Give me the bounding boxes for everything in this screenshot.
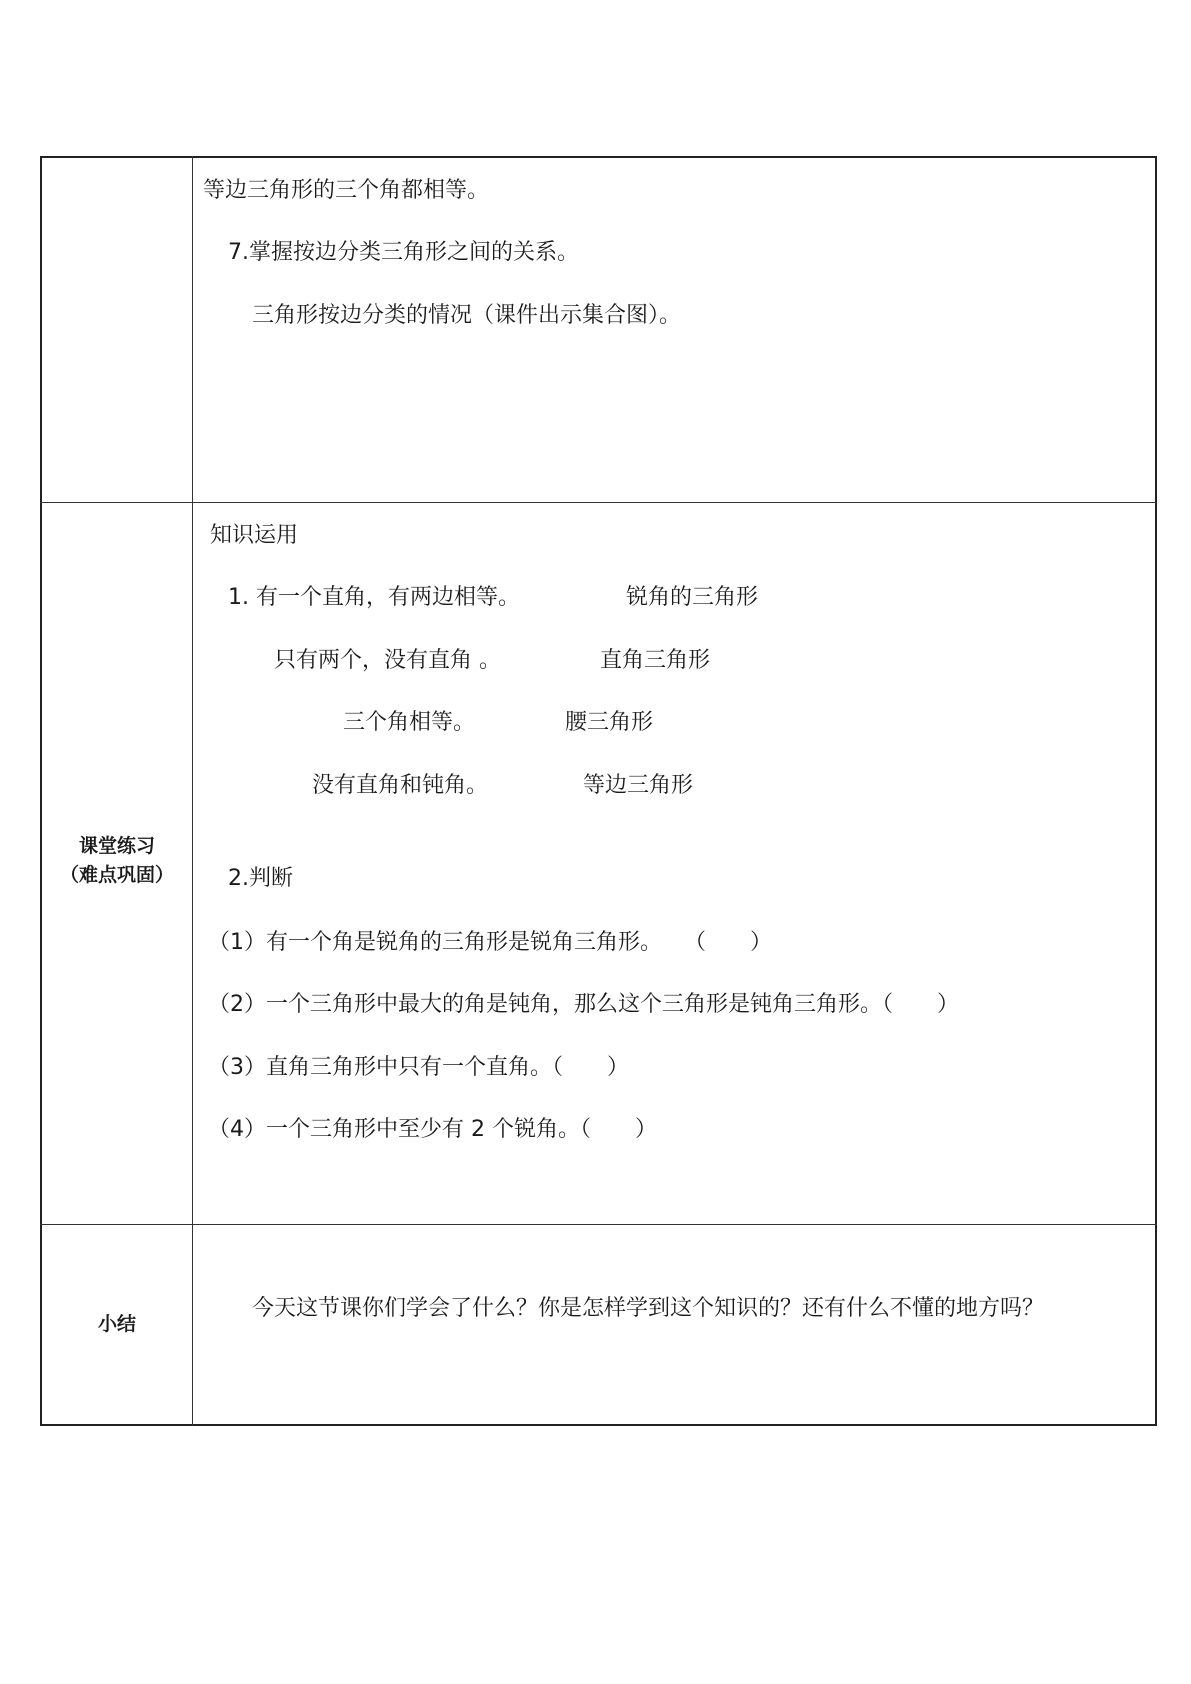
judge-item-3: （3）直角三角形中只有一个直角。（ ） — [208, 1055, 629, 1080]
row1-line-3: 三角形按边分类的情况（课件出示集合图）。 — [252, 303, 682, 328]
column-divider — [192, 156, 193, 1426]
row-divider-2 — [40, 1224, 1157, 1225]
row-divider-1 — [40, 502, 1157, 503]
match-left-3: 三个角相等。 — [343, 710, 476, 735]
summary-label: 小结 — [97, 1313, 136, 1335]
match-left-2: 只有两个，没有直角 。 — [274, 648, 501, 673]
judge-item-1: （1）有一个角是锐角的三角形是锐角三角形。 （ ） — [208, 930, 772, 955]
match-right-4: 等边三角形 — [583, 773, 694, 798]
match-left-1: 1. 有一个直角，有两边相等。 — [228, 585, 520, 610]
judge-item-4: （4）一个三角形中至少有 2 个锐角。（ ） — [208, 1117, 657, 1142]
match-right-1: 锐角的三角形 — [626, 585, 759, 610]
summary-text: 今天这节课你们学会了什么？你是怎样学到这个知识的？还有什么不懂的地方吗？ — [252, 1296, 1045, 1321]
practice-label-subtitle: （难点巩固） — [59, 864, 174, 887]
match-right-3: 腰三角形 — [565, 710, 654, 735]
row1-line-2: 7.掌握按边分类三角形之间的关系。 — [228, 240, 579, 265]
judge-title: 2.判断 — [228, 866, 293, 891]
match-left-4: 没有直角和钝角。 — [312, 773, 489, 798]
knowledge-heading: 知识运用 — [210, 523, 299, 548]
practice-label — [42, 832, 192, 891]
practice-label-title: 课堂练习 — [78, 835, 155, 857]
row1-line-1: 等边三角形的三个角都相等。 — [203, 178, 490, 203]
judge-item-2: （2）一个三角形中最大的角是钝角，那么这个三角形是钝角三角形。（ ） — [208, 992, 959, 1017]
match-right-2: 直角三角形 — [600, 648, 711, 673]
